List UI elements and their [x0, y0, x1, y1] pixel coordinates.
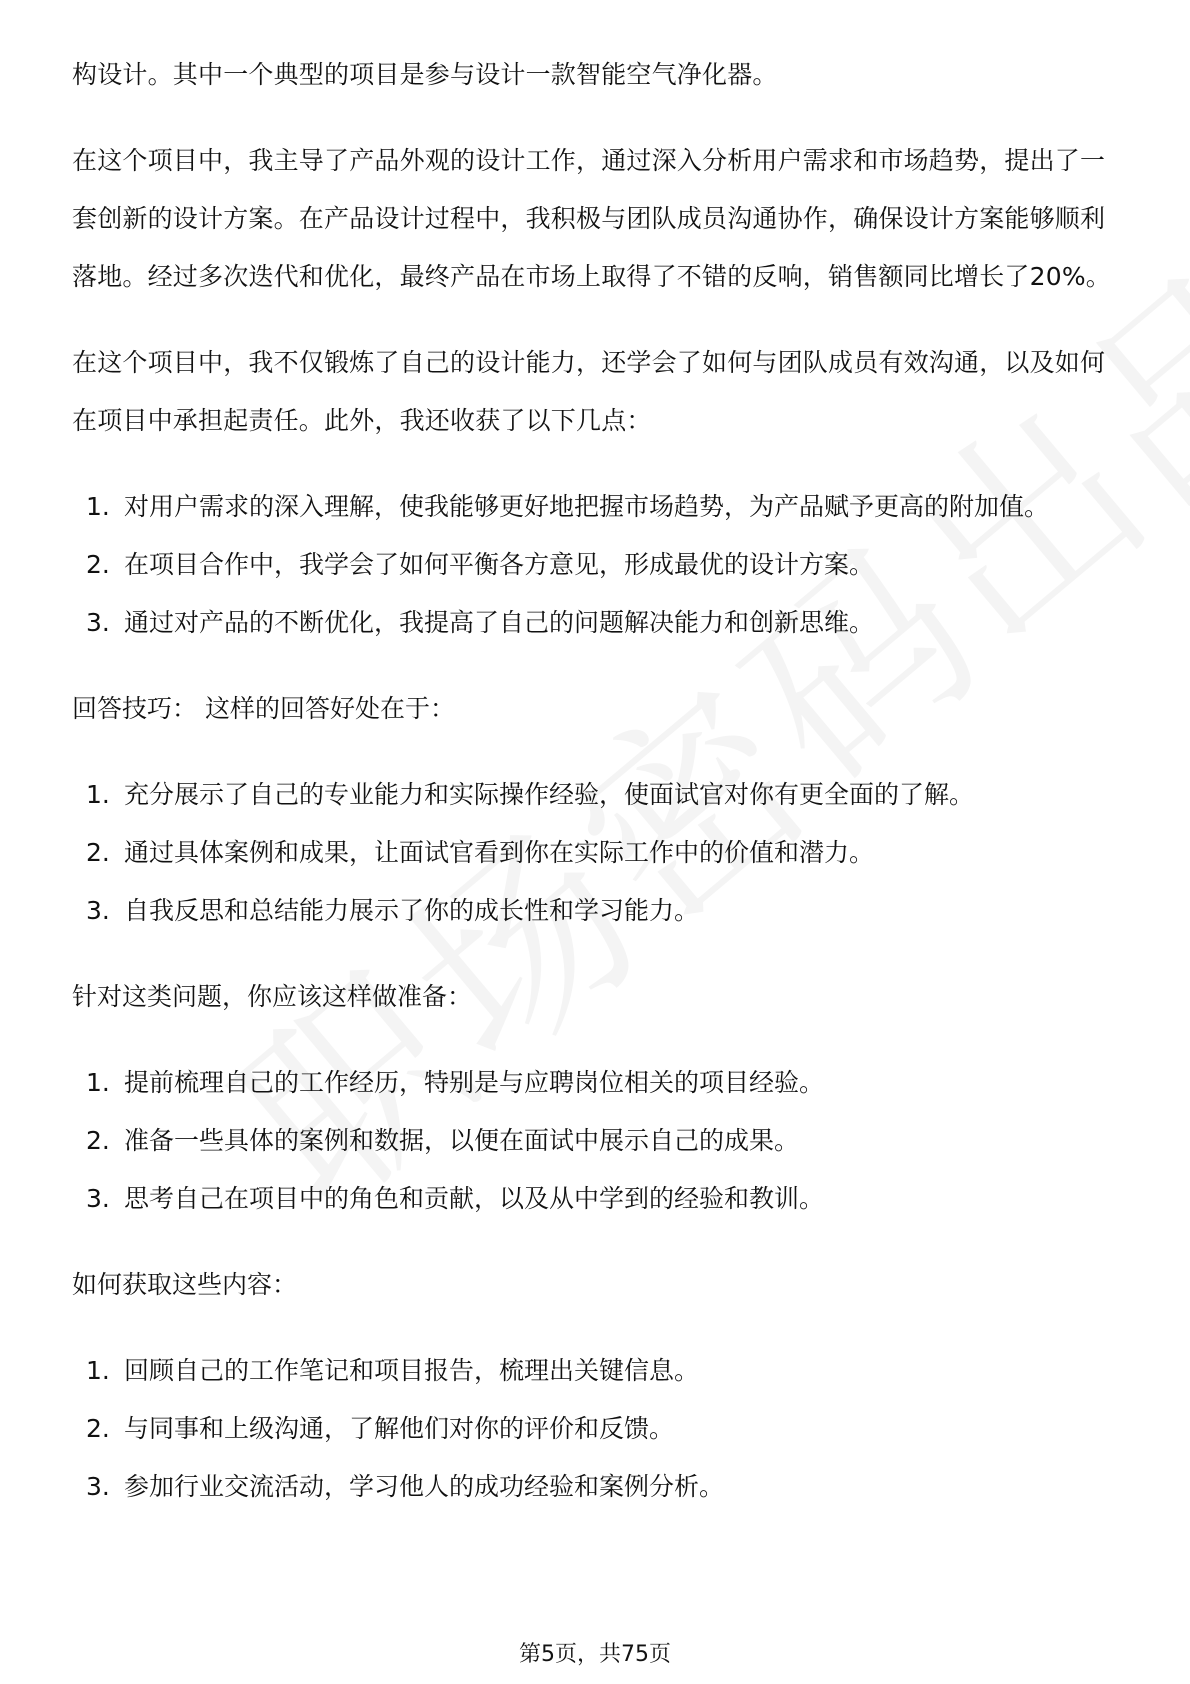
- list-number: 3.: [86, 608, 110, 637]
- list-number: 1.: [86, 780, 110, 809]
- list-item-text: 准备一些具体的案例和数据，以便在面试中展示自己的成果。: [124, 1126, 800, 1155]
- paragraph-project-gains: 在这个项目中，我不仅锻炼了自己的设计能力，还学会了如何与团队成员有效沟通，以及如何在项目中承担起责任。此外，我还收获了以下几点：: [72, 348, 1106, 435]
- list-item: [72, 766, 1122, 824]
- section-heading-obtain: 如何获取这些内容：: [72, 1270, 298, 1299]
- list-item: [72, 1112, 1122, 1170]
- list-item: [72, 1054, 1122, 1112]
- list-item: [72, 478, 1122, 536]
- list-item-text: 充分展示了自己的专业能力和实际操作经验，使面试官对你有更全面的了解。: [124, 780, 975, 809]
- tips-list: [72, 766, 1122, 940]
- obtain-list: [72, 1342, 1122, 1516]
- list-item: [72, 824, 1122, 882]
- list-number: 3.: [86, 896, 110, 925]
- list-item-text: 思考自己在项目中的角色和贡献，以及从中学到的经验和教训。: [124, 1184, 825, 1213]
- list-item: [72, 594, 1122, 652]
- section-heading-tips: 回答技巧： 这样的回答好处在于：: [72, 694, 455, 723]
- list-item-text: 提前梳理自己的工作经历，特别是与应聘岗位相关的项目经验。: [124, 1068, 825, 1097]
- gains-list: [72, 478, 1122, 652]
- list-item-text: 与同事和上级沟通，了解他们对你的评价和反馈。: [124, 1414, 675, 1443]
- prepare-list: [72, 1054, 1122, 1228]
- list-number: 1.: [86, 1356, 110, 1385]
- list-item-text: 通过具体案例和成果，让面试官看到你在实际工作中的价值和潜力。: [124, 838, 875, 867]
- list-number: 2.: [86, 550, 110, 579]
- list-item-text: 回顾自己的工作笔记和项目报告，梳理出关键信息。: [124, 1356, 700, 1385]
- list-number: 3.: [86, 1184, 110, 1213]
- list-item: [72, 1170, 1122, 1228]
- list-number: 1.: [86, 1068, 110, 1097]
- list-number: 2.: [86, 1414, 110, 1443]
- list-item: [72, 882, 1122, 940]
- list-item: [72, 1400, 1122, 1458]
- page-footer: 第5页，共75页: [519, 1642, 671, 1667]
- list-number: 2.: [86, 838, 110, 867]
- list-item-text: 对用户需求的深入理解，使我能够更好地把握市场趋势，为产品赋予更高的附加值。: [124, 492, 1050, 521]
- list-number: 3.: [86, 1472, 110, 1501]
- list-item: [72, 536, 1122, 594]
- paragraph-intro-continued: 构设计。其中一个典型的项目是参与设计一款智能空气净化器。: [72, 60, 778, 89]
- list-item-text: 参加行业交流活动，学习他人的成功经验和案例分析。: [124, 1472, 725, 1501]
- list-item-text: 在项目合作中，我学会了如何平衡各方意见，形成最优的设计方案。: [124, 550, 875, 579]
- list-number: 2.: [86, 1126, 110, 1155]
- section-heading-prepare: 针对这类问题，你应该这样做准备：: [72, 982, 473, 1011]
- list-number: 1.: [86, 492, 110, 521]
- list-item: [72, 1342, 1122, 1400]
- page-content: [72, 46, 1122, 1544]
- list-item-text: 自我反思和总结能力展示了你的成长性和学习能力。: [124, 896, 700, 925]
- list-item: [72, 1458, 1122, 1516]
- paragraph-project-description: 在这个项目中，我主导了产品外观的设计工作，通过深入分析用户需求和市场趋势，提出了一套创新的设计方案。在产品设计过程中，我积极与团队成员沟通协作，确保设计方案能够顺利落地。经过多次迭代和优化，最终产品在市场上取得了不错的反响，销售额同比增长了20%。: [72, 146, 1111, 291]
- list-item-text: 通过对产品的不断优化，我提高了自己的问题解决能力和创新思维。: [124, 608, 875, 637]
